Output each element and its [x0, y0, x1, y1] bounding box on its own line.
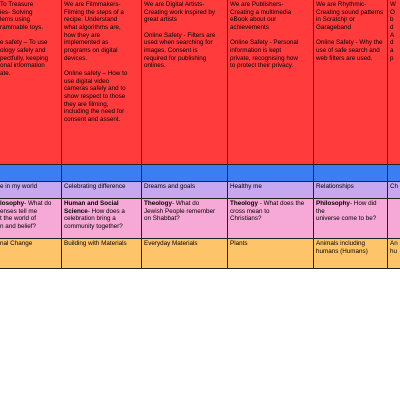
pshe-cell-6: Ch — [388, 182, 400, 199]
pshe-cell-2: Celebrating difference — [62, 182, 142, 199]
computing-cell-1: To Treasure ies- Solving lems using rammable toys. e safety – To use ology safely and pectfully, keeping onal information ate. — [0, 0, 62, 165]
science-cell-1: nal Change — [0, 239, 62, 269]
pshe-cell-1: e in my world — [0, 182, 62, 199]
blue-cell-6 — [388, 165, 400, 182]
re-cell-5: Philosophy- How did the universe come to be? — [314, 199, 388, 239]
pshe-cell-3: Dreams and goals — [142, 182, 228, 199]
re-cell-3: Theology- What do Jewish People remember on Shabbat? — [142, 199, 228, 239]
computing-row — [0, 0, 400, 165]
blue-cell-5 — [314, 165, 388, 182]
re-cell-6 — [388, 199, 400, 239]
science-cell-2: Building with Materials — [62, 239, 142, 269]
computing-cell-6: W O b d A d a p — [388, 0, 400, 165]
re-cell-4: Theology - What does the cross mean to Christians? — [228, 199, 314, 239]
science-cell-5: Animals including humans (Humans) — [314, 239, 388, 269]
re-cell-2: Human and Social Science- How does a celebration bring a community together? — [62, 199, 142, 239]
blank-blue-row — [0, 165, 400, 182]
blue-cell-4 — [228, 165, 314, 182]
pshe-row — [0, 182, 400, 199]
pshe-cell-4: Healthy me — [228, 182, 314, 199]
blue-cell-3 — [142, 165, 228, 182]
computing-cell-4: We are Publishers- Creating a multimedia eBook about our achievements Online Safety - Personal information is kept private, recognising how to protect their privacy. — [228, 0, 314, 165]
science-row — [0, 239, 400, 269]
blue-cell-1 — [0, 165, 62, 182]
re-cell-1: losophy- What do enses tell me t the world of n and belief? — [0, 199, 62, 239]
science-cell-6: An hu — [388, 239, 400, 269]
blue-cell-2 — [62, 165, 142, 182]
science-cell-4: Plants — [228, 239, 314, 269]
computing-cell-2: We are Filmmakers- Filming the steps of a recipe. Understand what algorithms are, how they are implemented as programs on digital devices. Online safety – How to use digital video cameras safely and to show respect to those they are filming, including the need for consent and assent. — [62, 0, 142, 165]
pshe-cell-5: Relationships — [314, 182, 388, 199]
computing-cell-5: We are Rhythmic- Creating sound patterns in Scratchjr or Garageband Online Safety - Why the use of safe search and web filters are used. — [314, 0, 388, 165]
computing-cell-3: We are Digital Artists- Creating work inspired by great artists Online Safety - Filters are used when searching for images. Consent is required for publishing onlines. — [142, 0, 228, 165]
re-row — [0, 199, 400, 239]
science-cell-3: Everyday Materials — [142, 239, 228, 269]
